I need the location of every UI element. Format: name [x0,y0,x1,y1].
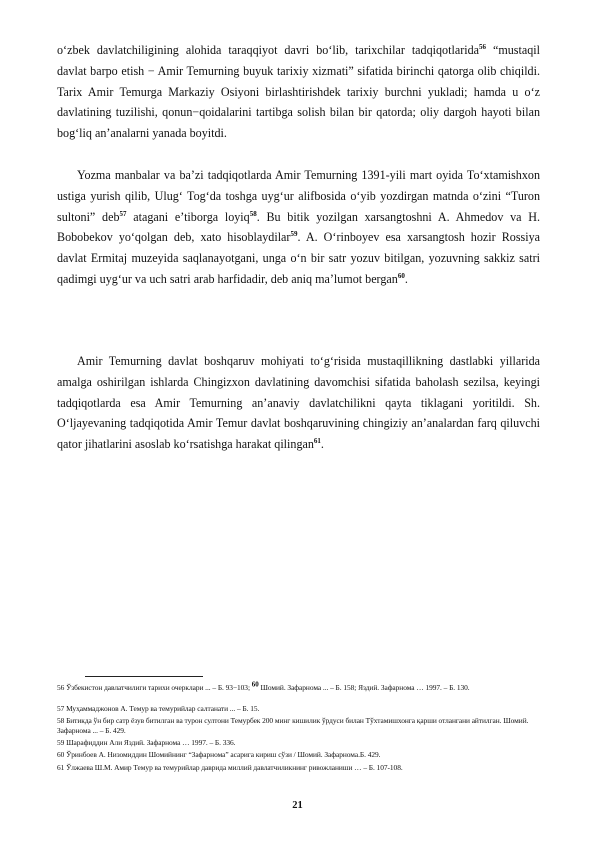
paragraph-1 [57,40,540,144]
footnote-ref-57[interactable]: 57 [119,209,127,218]
paragraph-2 [57,165,540,290]
footnote-56-rest: Шомий. Зафарнома ... – Б. 158; Яздий. Зафарнома … 1997. – Б. 130. [258,683,470,692]
footnote-56-text: 56 Ўзбекистон давлатчилиги тарихи очерклари ... – Б. 93−103; [57,683,250,692]
footnote-separator [85,676,203,677]
paragraph-2-text-end: . [404,271,408,286]
paragraph-1-text: o‘zbek davlatchiligining alohida taraqqiyot davri bo‘lib, tarixchilar tadqiqotlarida [57,43,479,57]
paragraph-3 [57,351,540,455]
paragraph-2-text-cont: atagani e’tiborga loyiq [126,209,250,224]
paragraph-2-text: Yozma manbalar va ba’zi tadqiqotlarda Amir Temurning 1391-yili mart oyida To‘xtamishxon ustiga yurish qilib, Ulug‘ Tog‘da toshga uyg‘ur alifbosida o‘yib yozdirgan matnda o‘zini “Turon sultoni” deb [57,168,540,224]
page-number: 21 [292,800,303,811]
footnote-60: 60 Ўринбоев А. Низомиддин Шомийнинг “Зафарнома” асарига кириш сўзи / Шомий. Зафарнома.Б. 429. [57,750,381,759]
footnote-ref-61[interactable]: 61 [313,437,321,446]
paragraph-2-text-cont2: . Bu bitik yozilgan xarsangtoshni A. Ahmedov va H. Bobobekov yo‘qolgan deb, xato hisoblaydilar [57,209,541,245]
footnote-ref-56[interactable]: 56 [479,42,486,51]
footnote-ref-58[interactable]: 58 [249,209,257,218]
footnote-58: 58 Битикда ўн бир сатр ёзув битилган ва турон султони Темурбек 200 минг кишилик ўрдуси билан Тўхтамишхонга қарши отлангани айтилган. Шомий. Зафарнома ... – Б. 429. [57,716,529,736]
footnote-59: 59 Шарафиддин Али Яздий. Зафарнома … 1997. – Б. 336. [57,738,236,747]
footnote-57: 57 Муҳаммаджонов А. Темур ва темурийлар салтанати ... – Б. 15. [57,704,260,713]
footnote-ref-60[interactable]: 60 [397,271,405,280]
paragraph-3-text-end: . [320,437,324,452]
footnote-56 [57,680,545,693]
footnote-61: 61 Ўлжаева Ш.М. Амир Темур ва темурийлар даврида миллий давлатчиликнинг ривожланиши … – Б. 107-108. [57,763,403,772]
footnote-56-sup: 60 [251,680,259,689]
paragraph-3-text: Amir Temurning davlat boshqaruv mohiyati to‘g‘risida mustaqillikning dastlabki yillarida amalga oshirilgan ishlarda Chingizxon davlatining davomchisi sifatida baholash sezilsa, keyingi tadqiqotlarda esa Amir Temurning an’anaviy davlatchilikni qayta tiklagani yoritildi. Sh. O‘ljayevaning tadqiqotida Amir Temur davlat boshqaruvining chingiziy an’analardan farq qiluvchi qator jihatlarini asoslab ko‘rsatishga harakat qilingan [57,354,540,452]
paragraph-1-text-cont: “mustaqil davlat barpo etish − Amir Temurning buyuk tarixiy xizmati” sifatida birinchi qatorga olib chiqildi. Tarix Amir Temurga Markaziy Osiyoni birlashtirishdek tarixiy burchni yukladi; hamda u o‘z davlatining tuzilishi, qonun−qoidalarini tartibga solish bilan bir qatorda; oliy dargoh hayoti bilan bog‘liq an’analarni yanada boyitdi. [57,43,541,141]
footnote-ref-59[interactable]: 59 [290,230,298,239]
paragraph-2-text-cont3: . A. O‘rinboyev esa xarsangtosh hozir Rossiya davlat Ermitaj muzeyida saqlanayotgani, unga o‘n bir satr yozuv bitilgan, yozuvning sakkiz satri qadimgi uyg‘ur va uch satri arab harfidadir, deb aniq ma’lumot bergan [57,230,541,286]
